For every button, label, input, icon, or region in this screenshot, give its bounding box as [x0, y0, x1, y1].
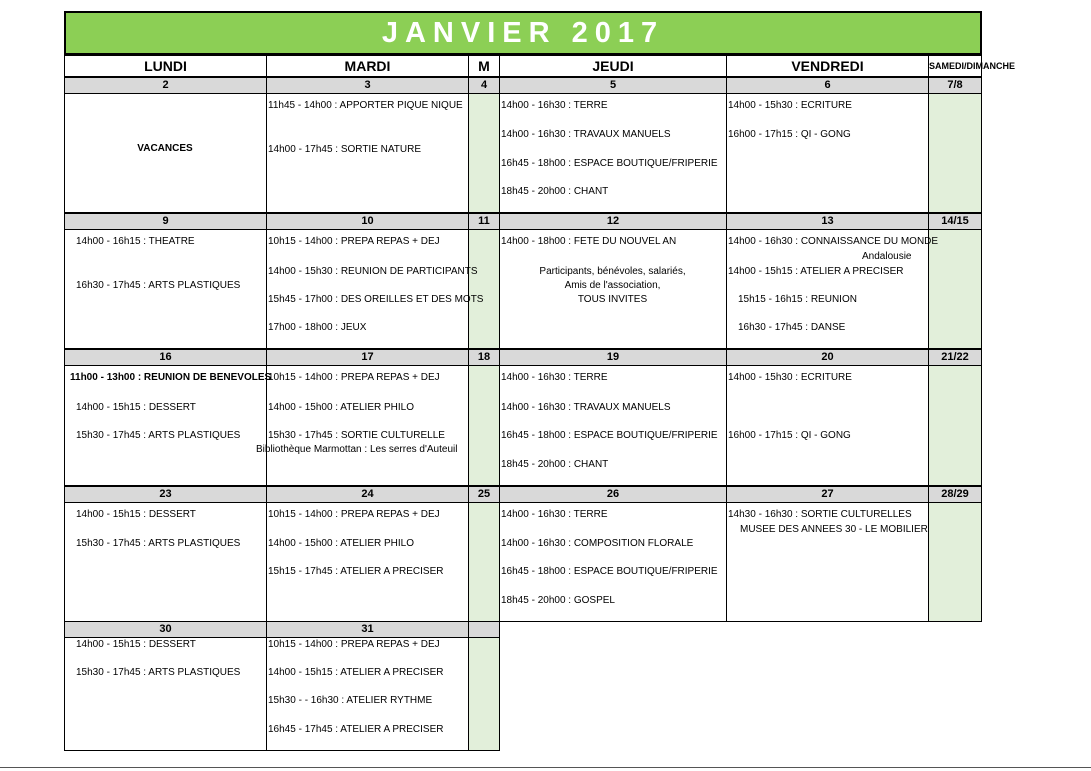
- event-entry: 10h15 - 14h00 : PREPA REPAS + DEJ: [268, 509, 440, 520]
- event-entry: Amis de l'association,: [564, 280, 661, 291]
- event-entry: 14h30 - 16h30 : SORTIE CULTURELLES: [728, 509, 912, 520]
- event-entry: 14h00 - 16h30 : TERRE: [501, 372, 608, 383]
- event-entry: 14h00 - 15h30 : REUNION DE PARTICIPANTS: [268, 266, 478, 277]
- event-entry: 16h30 - 17h45 : ARTS PLASTIQUES: [76, 280, 241, 291]
- weekend-cell: [468, 93, 500, 213]
- date-header: 27: [726, 486, 929, 503]
- date-header: 30: [64, 621, 267, 638]
- date-header: 16: [64, 349, 267, 366]
- date-header: 14/15: [928, 213, 982, 230]
- event-entry: Bibliothèque Marmottan : Les serres d'Auteuil: [256, 444, 458, 455]
- event-entry: 10h15 - 14h00 : PREPA REPAS + DEJ: [268, 639, 440, 650]
- day-header-jeudi: JEUDI: [499, 55, 727, 77]
- date-header: 6: [726, 77, 929, 94]
- date-header: 12: [499, 213, 727, 230]
- calendar-title: JANVIER 2017: [64, 11, 982, 55]
- date-header: 18: [468, 349, 500, 366]
- event-entry: 15h15 - 17h45 : ATELIER A PRECISER: [268, 566, 444, 577]
- event-entry: 16h00 - 17h15 : QI - GONG: [728, 129, 851, 140]
- weekend-cell: [928, 502, 982, 622]
- event-entry: MUSEE DES ANNEES 30 - LE MOBILIER: [740, 524, 928, 535]
- event-entry: 16h45 - 17h45 : ATELIER A PRECISER: [268, 724, 444, 735]
- weekend-cell: [928, 93, 982, 213]
- weekend-cell: [468, 637, 500, 751]
- event-entry: 14h00 - 16h30 : CONNAISSANCE DU MONDE: [728, 236, 939, 247]
- page-divider: [0, 767, 1091, 768]
- date-header: 10: [266, 213, 469, 230]
- event-entry: 10h15 - 14h00 : PREPA REPAS + DEJ: [268, 372, 440, 383]
- event-entry: 14h00 - 15h15 : ATELIER A PRECISER: [728, 266, 904, 277]
- event-entry: 16h30 - 17h45 : DANSE: [738, 322, 846, 333]
- event-entry: 17h00 - 18h00 : JEUX: [268, 322, 367, 333]
- date-header: 13: [726, 213, 929, 230]
- date-header: 9: [64, 213, 267, 230]
- day-header-m: M: [468, 55, 500, 77]
- date-header: 11: [468, 213, 500, 230]
- event-entry: 14h00 - 16h30 : TERRE: [501, 509, 608, 520]
- event-entry: 14h00 - 15h00 : ATELIER PHILO: [268, 402, 415, 413]
- event-entry: 15h30 - - 16h30 : ATELIER RYTHME: [268, 695, 433, 706]
- date-header: 5: [499, 77, 727, 94]
- date-header: 2: [64, 77, 267, 94]
- event-entry: 14h00 - 16h30 : TRAVAUX MANUELS: [501, 129, 671, 140]
- date-header: 23: [64, 486, 267, 503]
- event-entry: 14h00 - 15h15 : DESSERT: [76, 402, 196, 413]
- event-entry: 15h30 - 17h45 : ARTS PLASTIQUES: [76, 430, 241, 441]
- event-entry: 16h00 - 17h15 : QI - GONG: [728, 430, 851, 441]
- date-header: 26: [499, 486, 727, 503]
- event-entry: 18h45 - 20h00 : CHANT: [501, 186, 609, 197]
- weekend-cell: [468, 229, 500, 349]
- weekend-cell: [468, 365, 500, 486]
- event-entry: 14h00 - 15h30 : ECRITURE: [728, 100, 852, 111]
- event-entry: 14h00 - 16h30 : TRAVAUX MANUELS: [501, 402, 671, 413]
- event-entry: 16h45 - 18h00 : ESPACE BOUTIQUE/FRIPERIE: [501, 566, 718, 577]
- event-entry: 18h45 - 20h00 : GOSPEL: [501, 595, 615, 606]
- event-entry: 18h45 - 20h00 : CHANT: [501, 459, 609, 470]
- day-header-lundi: LUNDI: [64, 55, 267, 77]
- date-header: 25: [468, 486, 500, 503]
- event-entry: 15h30 - 17h45 : SORTIE CULTURELLE: [268, 430, 445, 441]
- date-header: 19: [499, 349, 727, 366]
- day-header-weekend: SAMEDI/DIMANCHE: [928, 55, 982, 77]
- event-entry: 14h00 - 15h30 : ECRITURE: [728, 372, 852, 383]
- day-cell: [64, 637, 267, 751]
- weekend-cell: [468, 502, 500, 622]
- date-header: [468, 621, 500, 638]
- event-entry: 16h45 - 18h00 : ESPACE BOUTIQUE/FRIPERIE: [501, 158, 718, 169]
- date-header: 31: [266, 621, 469, 638]
- event-entry: 15h45 - 17h00 : DES OREILLES ET DES MOTS: [268, 294, 484, 305]
- date-header: 20: [726, 349, 929, 366]
- weekend-cell: [928, 365, 982, 486]
- date-header: 3: [266, 77, 469, 94]
- event-entry: 15h15 - 16h15 : REUNION: [738, 294, 857, 305]
- event-entry: 14h00 - 15h15 : ATELIER A PRECISER: [268, 667, 444, 678]
- event-entry: Andalousie: [862, 251, 912, 262]
- event-entry: 14h00 - 17h45 : SORTIE NATURE: [268, 144, 422, 155]
- day-header-mardi: MARDI: [266, 55, 469, 77]
- event-entry: 16h45 - 18h00 : ESPACE BOUTIQUE/FRIPERIE: [501, 430, 718, 441]
- event-entry: 10h15 - 14h00 : PREPA REPAS + DEJ: [268, 236, 440, 247]
- date-header: 4: [468, 77, 500, 94]
- event-entry: 11h45 - 14h00 : APPORTER PIQUE NIQUE: [268, 100, 463, 111]
- event-entry: 14h00 - 18h00 : FETE DU NOUVEL AN: [501, 236, 677, 247]
- event-entry: 15h30 - 17h45 : ARTS PLASTIQUES: [76, 667, 241, 678]
- event-entry: 14h00 - 16h30 : COMPOSITION FLORALE: [501, 538, 694, 549]
- event-entry: Participants, bénévoles, salariés,: [539, 266, 686, 277]
- day-header-vendredi: VENDREDI: [726, 55, 929, 77]
- date-header: 7/8: [928, 77, 982, 94]
- event-entry: 14h00 - 16h15 : THEATRE: [76, 236, 195, 247]
- event-entry: 15h30 - 17h45 : ARTS PLASTIQUES: [76, 538, 241, 549]
- event-entry: 14h00 - 15h15 : DESSERT: [76, 509, 196, 520]
- date-header: 17: [266, 349, 469, 366]
- event-entry: 14h00 - 15h15 : DESSERT: [76, 639, 196, 650]
- date-header: 28/29: [928, 486, 982, 503]
- event-entry: 14h00 - 16h30 : TERRE: [501, 100, 608, 111]
- event-entry: 14h00 - 15h00 : ATELIER PHILO: [268, 538, 415, 549]
- event-entry: VACANCES: [137, 143, 193, 154]
- date-header: 24: [266, 486, 469, 503]
- event-entry: 11h00 - 13h00 : REUNION DE BENEVOLES: [70, 372, 272, 383]
- event-entry: TOUS INVITES: [577, 294, 648, 305]
- date-header: 21/22: [928, 349, 982, 366]
